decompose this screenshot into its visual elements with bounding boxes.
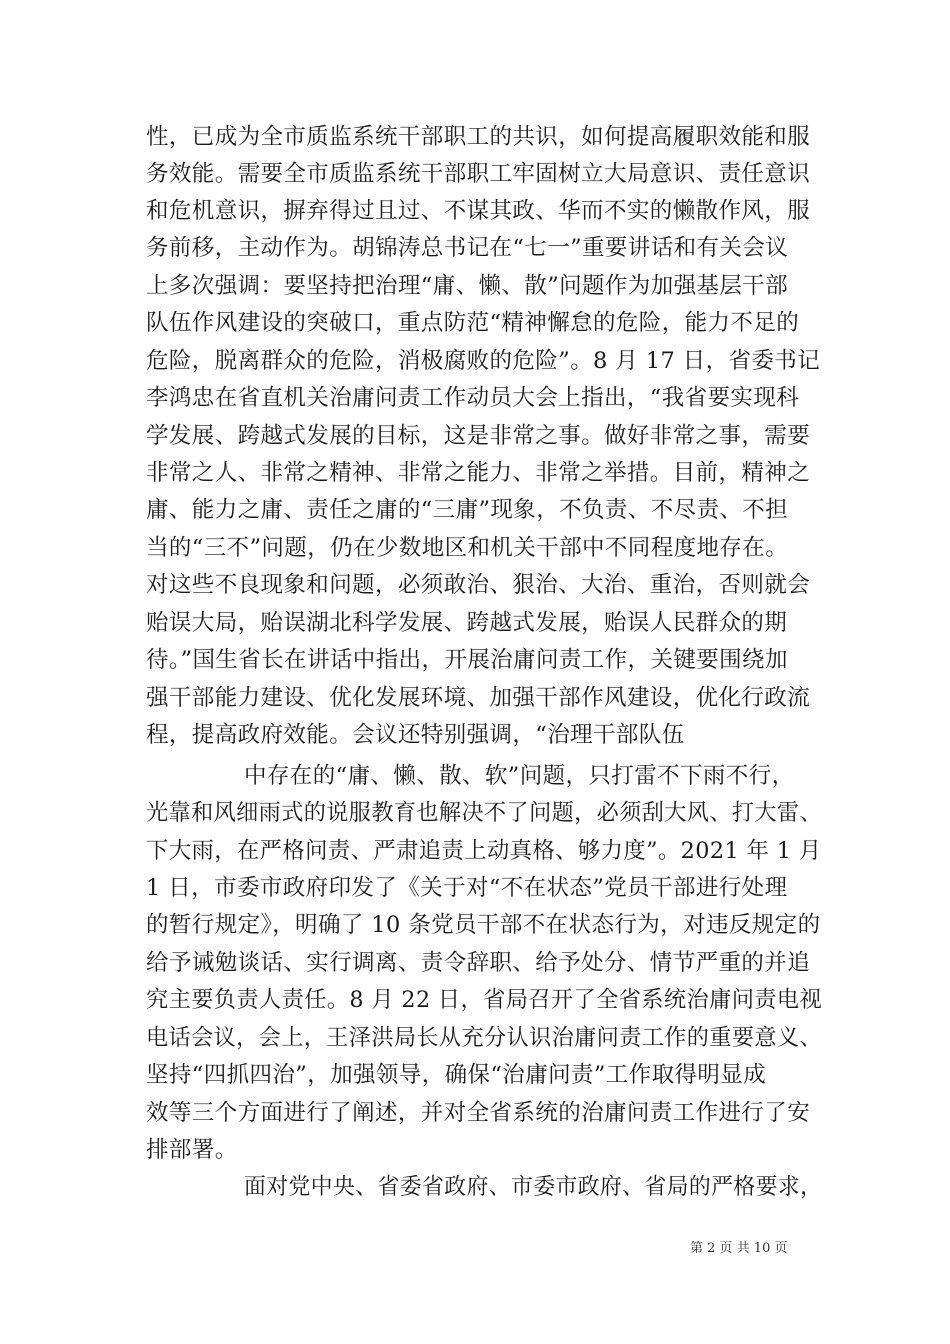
text-line: 下大雨，在严格问责、严肃追责上动真格、够力度”。2021 年 1 月 xyxy=(146,838,822,864)
text-line: 1 日，市委市政府印发了《关于对“不在状态”党员干部进行处理 xyxy=(146,875,788,901)
text-line: 排部署。 xyxy=(146,1137,238,1163)
text-line: 光靠和风细雨式的说服教育也解决不了问题，必须刮大风、打大雷、 xyxy=(146,800,823,826)
text-line: 非常之人、非常之精神、非常之能力、非常之举措。目前，精神之 xyxy=(146,460,811,486)
text-line: 电话会议，会上，王泽洪局长从充分认识治庸问责工作的重要意义、 xyxy=(146,1025,823,1051)
text-line: 中存在的“庸、懒、散、软”问题，只打雷不下雨不行， xyxy=(244,763,795,789)
text-line: 性，已成为全市质监系统干部职工的共识，如何提高履职效能和服 xyxy=(146,124,811,150)
text-line: 队伍作风建设的突破口，重点防范“精神懈怠的危险，能力不足的 xyxy=(146,310,800,336)
text-line: 效等三个方面进行了阐述，并对全省系统的治庸问责工作进行了安 xyxy=(146,1100,811,1126)
text-line: 面对党中央、省委省政府、市委市政府、省局的严格要求， xyxy=(244,1174,823,1200)
text-line: 危险，脱离群众的危险，消极腐败的危险”。8 月 17 日，省委书记 xyxy=(146,348,821,374)
text-line: 程，提高政府效能。会议还特别强调，“治理干部队伍 xyxy=(146,722,685,748)
text-line: 坚持“四抓四治”，加强领导，确保“治庸问责”工作取得明显成 xyxy=(146,1062,767,1088)
text-line: 李鸿忠在省直机关治庸问责工作动员大会上指出，“我省要实现科 xyxy=(146,385,800,411)
text-line: 上多次强调：要坚持把治理“庸、懒、散”问题作为加强基层干部 xyxy=(146,273,789,299)
text-line: 务前移，主动作为。胡锦涛总书记在“七一”重要讲话和有关会议 xyxy=(146,235,789,261)
page-footer: 第 2 页 共 10 页 xyxy=(690,1241,788,1256)
text-line: 和危机意识，摒弃得过且过、不谋其政、华而不实的懒散作风，服 xyxy=(146,198,811,224)
text-line: 给予诫勉谈话、实行调离、责令辞职、给予处分、情节严重的并追 xyxy=(146,950,811,976)
text-line: 贻误大局，贻误湖北科学发展、跨越式发展，贻误人民群众的期 xyxy=(146,610,788,636)
text-line: 强干部能力建设、优化发展环境、加强干部作风建设，优化行政流 xyxy=(146,685,811,711)
text-line: 的暂行规定》，明确了 10 条党员干部不在状态行为，对违反规定的 xyxy=(146,912,821,938)
text-line: 庸、能力之庸、责任之庸的“三庸”现象，不负责、不尽责、不担 xyxy=(146,497,789,523)
text-line: 务效能。需要全市质监系统干部职工牢固树立大局意识、责任意识 xyxy=(146,161,811,187)
text-line: 学发展、跨越式发展的目标，这是非常之事。做好非常之事，需要 xyxy=(146,423,811,449)
text-line: 对这些不良现象和问题，必须敢治、狠治、大治、重治，否则就会 xyxy=(146,572,811,598)
text-line: 当的“三不”问题，仍在少数地区和机关干部中不同程度地存在。 xyxy=(146,535,789,561)
text-line: 究主要负责人责任。8 月 22 日，省局召开了全省系统治庸问责电视 xyxy=(146,987,823,1013)
text-line: 待。”国生省长在讲话中指出，开展治庸问责工作，关键要围绕加 xyxy=(146,647,788,673)
